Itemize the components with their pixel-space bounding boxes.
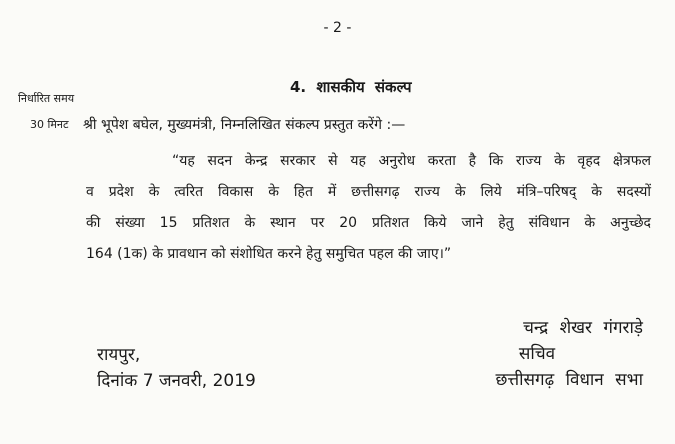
resolution-line: 164 (1क) के प्रावधान को संशोधित करने हेतु समुचित पहल की जाए।” (86, 246, 452, 262)
duration: 30 मिनट (30, 118, 69, 131)
resolution-line: “यह सदन केन्द्र सरकार से यह अनुरोध करता है कि राज्य के वृहद क्षेत्रफल (172, 153, 651, 169)
signatory-name: चन्द्र शेखर गंगराड़े (523, 318, 643, 338)
intro-line: श्री भूपेश बघेल, मुख्यमंत्री, निम्नलिखित संकल्प प्रस्तुत करेंगे :— (83, 117, 406, 133)
signatory-title: सचिव (518, 344, 556, 364)
resolution-text (86, 146, 651, 270)
section-title: 4. शासकीय संकल्प (290, 78, 412, 96)
resolution-line: व प्रदेश के त्वरित विकास के हित में छत्तीसगढ़ राज्य के लिये मंत्रि–परिषद् के सदस्यों (86, 184, 651, 200)
signatory-organization: छत्तीसगढ़ विधान सभा (495, 370, 643, 390)
date: दिनांक 7 जनवरी, 2019 (97, 371, 256, 391)
scheduled-time-label: निर्धारित समय (18, 92, 75, 105)
place: रायपुर, (97, 345, 141, 365)
page-number: - 2 - (323, 20, 352, 36)
resolution-line: की संख्या 15 प्रतिशत के स्थान पर 20 प्रतिशत किये जाने हेतु संविधान के अनुच्छेद (86, 215, 651, 231)
